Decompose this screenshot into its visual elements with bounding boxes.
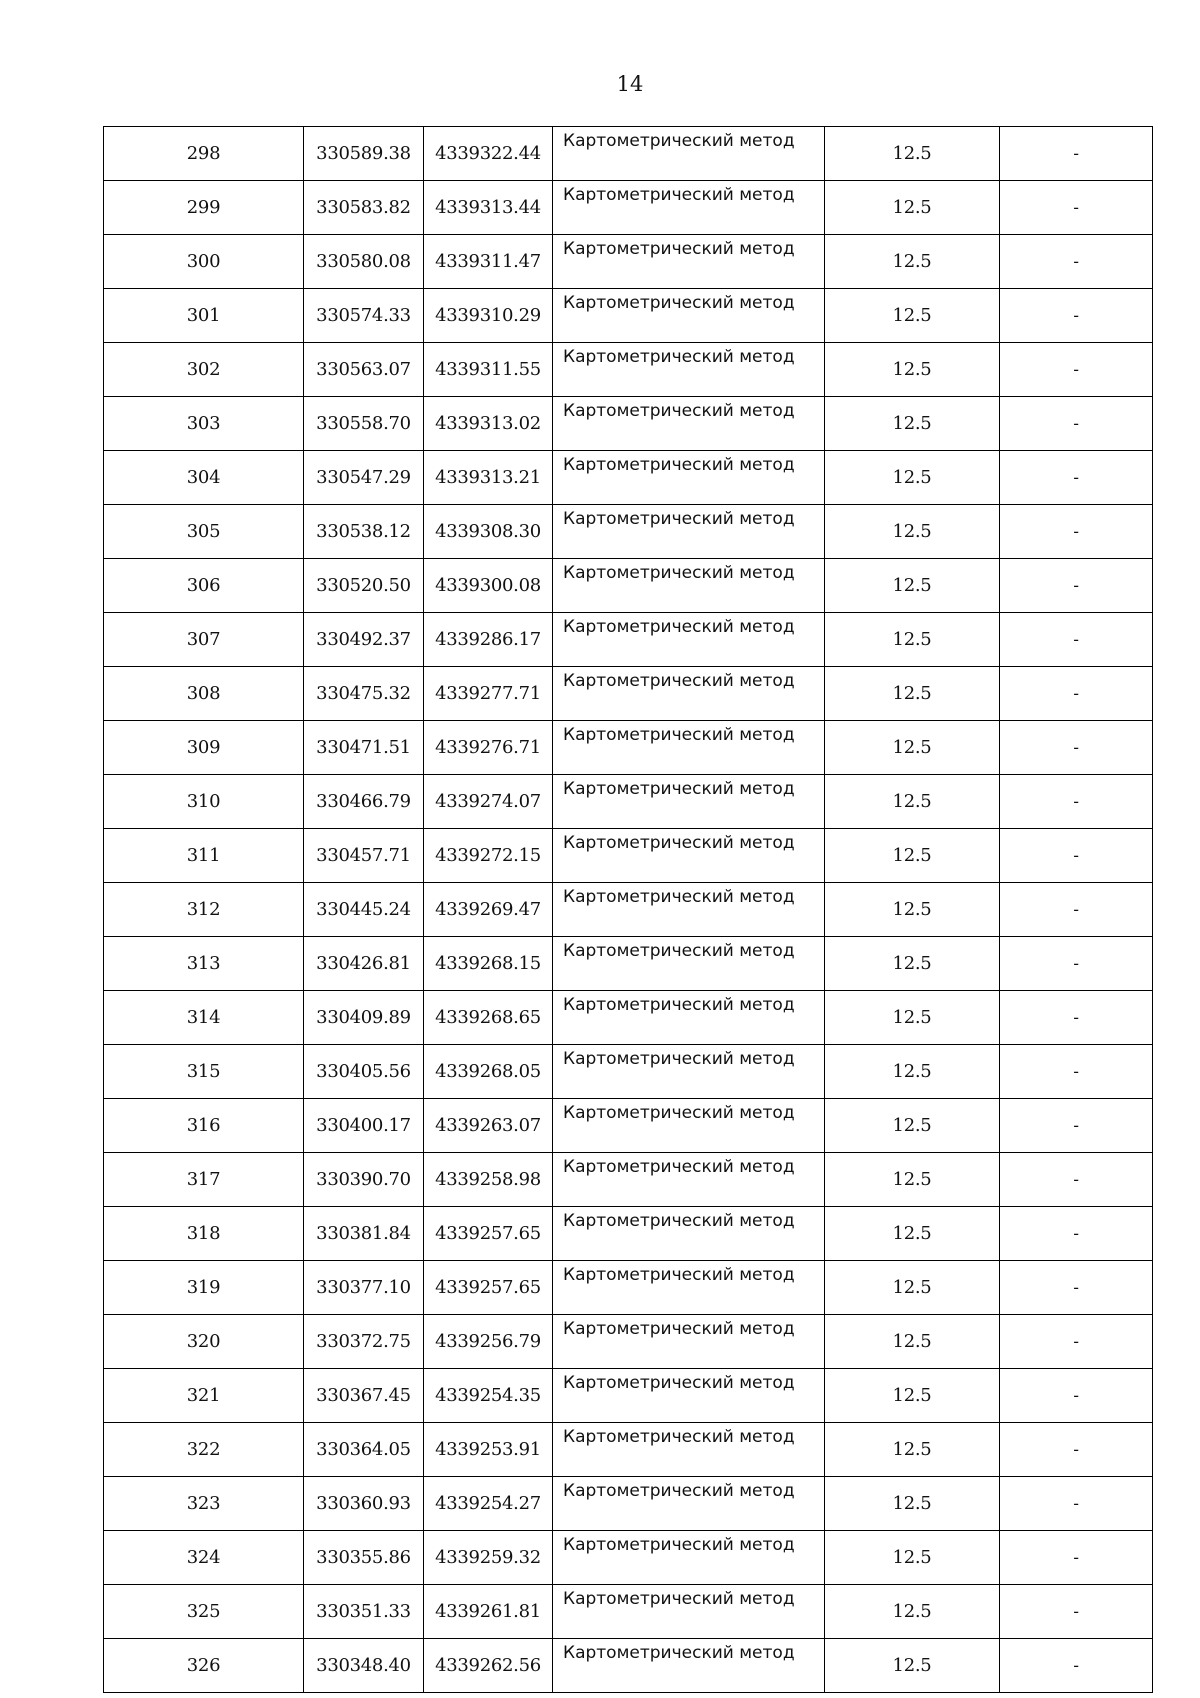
note-cell: - — [1000, 1369, 1153, 1423]
x-coordinate-cell: 330364.05 — [304, 1423, 424, 1477]
table-row — [104, 127, 1153, 181]
note-cell: - — [1000, 397, 1153, 451]
accuracy-cell: 12.5 — [825, 343, 1000, 397]
point-number-cell: 323 — [104, 1477, 304, 1531]
accuracy-cell: 12.5 — [825, 1423, 1000, 1477]
method-cell: Картометрический метод — [553, 1639, 825, 1693]
accuracy-cell: 12.5 — [825, 1099, 1000, 1153]
point-number-cell: 316 — [104, 1099, 304, 1153]
table-row — [104, 829, 1153, 883]
method-cell: Картометрический метод — [553, 721, 825, 775]
method-cell: Картометрический метод — [553, 451, 825, 505]
method-cell: Картометрический метод — [553, 1585, 825, 1639]
y-coordinate-cell: 4339311.47 — [424, 235, 553, 289]
x-coordinate-cell: 330355.86 — [304, 1531, 424, 1585]
note-cell: - — [1000, 937, 1153, 991]
point-number-cell: 305 — [104, 505, 304, 559]
note-cell: - — [1000, 1261, 1153, 1315]
x-coordinate-cell: 330445.24 — [304, 883, 424, 937]
method-cell: Картометрический метод — [553, 1531, 825, 1585]
note-cell: - — [1000, 181, 1153, 235]
x-coordinate-cell: 330409.89 — [304, 991, 424, 1045]
accuracy-cell: 12.5 — [825, 775, 1000, 829]
accuracy-cell: 12.5 — [825, 559, 1000, 613]
accuracy-cell: 12.5 — [825, 1261, 1000, 1315]
page-number: 14 — [616, 72, 644, 96]
accuracy-cell: 12.5 — [825, 937, 1000, 991]
note-cell: - — [1000, 343, 1153, 397]
accuracy-cell: 12.5 — [825, 991, 1000, 1045]
note-cell: - — [1000, 1315, 1153, 1369]
note-cell: - — [1000, 1045, 1153, 1099]
note-cell: - — [1000, 1477, 1153, 1531]
note-cell: - — [1000, 1099, 1153, 1153]
x-coordinate-cell: 330471.51 — [304, 721, 424, 775]
coordinates-table-body — [104, 127, 1153, 1693]
y-coordinate-cell: 4339263.07 — [424, 1099, 553, 1153]
y-coordinate-cell: 4339261.81 — [424, 1585, 553, 1639]
y-coordinate-cell: 4339277.71 — [424, 667, 553, 721]
point-number-cell: 313 — [104, 937, 304, 991]
x-coordinate-cell: 330563.07 — [304, 343, 424, 397]
method-cell: Картометрический метод — [553, 1369, 825, 1423]
accuracy-cell: 12.5 — [825, 289, 1000, 343]
method-cell: Картометрический метод — [553, 883, 825, 937]
point-number-cell: 302 — [104, 343, 304, 397]
method-cell: Картометрический метод — [553, 937, 825, 991]
point-number-cell: 322 — [104, 1423, 304, 1477]
method-cell: Картометрический метод — [553, 991, 825, 1045]
table-row — [104, 775, 1153, 829]
point-number-cell: 298 — [104, 127, 304, 181]
y-coordinate-cell: 4339308.30 — [424, 505, 553, 559]
point-number-cell: 318 — [104, 1207, 304, 1261]
note-cell: - — [1000, 559, 1153, 613]
y-coordinate-cell: 4339313.44 — [424, 181, 553, 235]
note-cell: - — [1000, 613, 1153, 667]
method-cell: Картометрический метод — [553, 505, 825, 559]
x-coordinate-cell: 330558.70 — [304, 397, 424, 451]
x-coordinate-cell: 330492.37 — [304, 613, 424, 667]
x-coordinate-cell: 330405.56 — [304, 1045, 424, 1099]
table-row — [104, 1315, 1153, 1369]
accuracy-cell: 12.5 — [825, 1585, 1000, 1639]
y-coordinate-cell: 4339313.02 — [424, 397, 553, 451]
note-cell: - — [1000, 289, 1153, 343]
accuracy-cell: 12.5 — [825, 1207, 1000, 1261]
point-number-cell: 321 — [104, 1369, 304, 1423]
method-cell: Картометрический метод — [553, 1423, 825, 1477]
x-coordinate-cell: 330390.70 — [304, 1153, 424, 1207]
note-cell: - — [1000, 883, 1153, 937]
y-coordinate-cell: 4339276.71 — [424, 721, 553, 775]
accuracy-cell: 12.5 — [825, 1531, 1000, 1585]
y-coordinate-cell: 4339258.98 — [424, 1153, 553, 1207]
note-cell: - — [1000, 505, 1153, 559]
y-coordinate-cell: 4339254.27 — [424, 1477, 553, 1531]
accuracy-cell: 12.5 — [825, 883, 1000, 937]
note-cell: - — [1000, 1207, 1153, 1261]
x-coordinate-cell: 330583.82 — [304, 181, 424, 235]
x-coordinate-cell: 330574.33 — [304, 289, 424, 343]
method-cell: Картометрический метод — [553, 397, 825, 451]
point-number-cell: 324 — [104, 1531, 304, 1585]
method-cell: Картометрический метод — [553, 1099, 825, 1153]
y-coordinate-cell: 4339272.15 — [424, 829, 553, 883]
y-coordinate-cell: 4339262.56 — [424, 1639, 553, 1693]
y-coordinate-cell: 4339269.47 — [424, 883, 553, 937]
accuracy-cell: 12.5 — [825, 127, 1000, 181]
method-cell: Картометрический метод — [553, 775, 825, 829]
point-number-cell: 312 — [104, 883, 304, 937]
point-number-cell: 299 — [104, 181, 304, 235]
table-row — [104, 1099, 1153, 1153]
x-coordinate-cell: 330547.29 — [304, 451, 424, 505]
method-cell: Картометрический метод — [553, 1045, 825, 1099]
method-cell: Картометрический метод — [553, 289, 825, 343]
table-row — [104, 883, 1153, 937]
x-coordinate-cell: 330520.50 — [304, 559, 424, 613]
note-cell: - — [1000, 1639, 1153, 1693]
note-cell: - — [1000, 451, 1153, 505]
note-cell: - — [1000, 235, 1153, 289]
table-row — [104, 667, 1153, 721]
point-number-cell: 311 — [104, 829, 304, 883]
y-coordinate-cell: 4339322.44 — [424, 127, 553, 181]
accuracy-cell: 12.5 — [825, 1315, 1000, 1369]
table-row — [104, 1207, 1153, 1261]
y-coordinate-cell: 4339313.21 — [424, 451, 553, 505]
table-row — [104, 1639, 1153, 1693]
x-coordinate-cell: 330580.08 — [304, 235, 424, 289]
table-row — [104, 1153, 1153, 1207]
note-cell: - — [1000, 775, 1153, 829]
point-number-cell: 325 — [104, 1585, 304, 1639]
table-row — [104, 451, 1153, 505]
accuracy-cell: 12.5 — [825, 1045, 1000, 1099]
y-coordinate-cell: 4339268.65 — [424, 991, 553, 1045]
method-cell: Картометрический метод — [553, 127, 825, 181]
table-row — [104, 721, 1153, 775]
table-row — [104, 505, 1153, 559]
y-coordinate-cell: 4339257.65 — [424, 1261, 553, 1315]
x-coordinate-cell: 330372.75 — [304, 1315, 424, 1369]
note-cell: - — [1000, 991, 1153, 1045]
point-number-cell: 301 — [104, 289, 304, 343]
accuracy-cell: 12.5 — [825, 613, 1000, 667]
method-cell: Картометрический метод — [553, 559, 825, 613]
note-cell: - — [1000, 667, 1153, 721]
note-cell: - — [1000, 1531, 1153, 1585]
point-number-cell: 304 — [104, 451, 304, 505]
point-number-cell: 320 — [104, 1315, 304, 1369]
table-row — [104, 1531, 1153, 1585]
method-cell: Картометрический метод — [553, 343, 825, 397]
point-number-cell: 309 — [104, 721, 304, 775]
table-row — [104, 1423, 1153, 1477]
x-coordinate-cell: 330360.93 — [304, 1477, 424, 1531]
method-cell: Картометрический метод — [553, 235, 825, 289]
x-coordinate-cell: 330348.40 — [304, 1639, 424, 1693]
accuracy-cell: 12.5 — [825, 1369, 1000, 1423]
point-number-cell: 307 — [104, 613, 304, 667]
point-number-cell: 319 — [104, 1261, 304, 1315]
point-number-cell: 306 — [104, 559, 304, 613]
accuracy-cell: 12.5 — [825, 1477, 1000, 1531]
table-row — [104, 613, 1153, 667]
method-cell: Картометрический метод — [553, 181, 825, 235]
table-row — [104, 181, 1153, 235]
y-coordinate-cell: 4339259.32 — [424, 1531, 553, 1585]
method-cell: Картометрический метод — [553, 1261, 825, 1315]
note-cell: - — [1000, 127, 1153, 181]
x-coordinate-cell: 330400.17 — [304, 1099, 424, 1153]
accuracy-cell: 12.5 — [825, 235, 1000, 289]
note-cell: - — [1000, 1585, 1153, 1639]
x-coordinate-cell: 330466.79 — [304, 775, 424, 829]
method-cell: Картометрический метод — [553, 829, 825, 883]
table-row — [104, 1369, 1153, 1423]
method-cell: Картометрический метод — [553, 1477, 825, 1531]
accuracy-cell: 12.5 — [825, 667, 1000, 721]
table-row — [104, 937, 1153, 991]
note-cell: - — [1000, 1153, 1153, 1207]
point-number-cell: 303 — [104, 397, 304, 451]
note-cell: - — [1000, 1423, 1153, 1477]
note-cell: - — [1000, 721, 1153, 775]
point-number-cell: 308 — [104, 667, 304, 721]
table-row — [104, 1261, 1153, 1315]
note-cell: - — [1000, 829, 1153, 883]
y-coordinate-cell: 4339268.15 — [424, 937, 553, 991]
x-coordinate-cell: 330367.45 — [304, 1369, 424, 1423]
table-row — [104, 1477, 1153, 1531]
point-number-cell: 326 — [104, 1639, 304, 1693]
y-coordinate-cell: 4339274.07 — [424, 775, 553, 829]
accuracy-cell: 12.5 — [825, 505, 1000, 559]
x-coordinate-cell: 330381.84 — [304, 1207, 424, 1261]
y-coordinate-cell: 4339311.55 — [424, 343, 553, 397]
y-coordinate-cell: 4339256.79 — [424, 1315, 553, 1369]
accuracy-cell: 12.5 — [825, 1639, 1000, 1693]
accuracy-cell: 12.5 — [825, 451, 1000, 505]
point-number-cell: 317 — [104, 1153, 304, 1207]
x-coordinate-cell: 330589.38 — [304, 127, 424, 181]
x-coordinate-cell: 330457.71 — [304, 829, 424, 883]
x-coordinate-cell: 330377.10 — [304, 1261, 424, 1315]
point-number-cell: 314 — [104, 991, 304, 1045]
accuracy-cell: 12.5 — [825, 181, 1000, 235]
method-cell: Картометрический метод — [553, 613, 825, 667]
table-row — [104, 991, 1153, 1045]
y-coordinate-cell: 4339257.65 — [424, 1207, 553, 1261]
table-row — [104, 397, 1153, 451]
y-coordinate-cell: 4339300.08 — [424, 559, 553, 613]
y-coordinate-cell: 4339310.29 — [424, 289, 553, 343]
y-coordinate-cell: 4339253.91 — [424, 1423, 553, 1477]
table-row — [104, 289, 1153, 343]
y-coordinate-cell: 4339286.17 — [424, 613, 553, 667]
point-number-cell: 300 — [104, 235, 304, 289]
table-row — [104, 559, 1153, 613]
accuracy-cell: 12.5 — [825, 829, 1000, 883]
point-number-cell: 310 — [104, 775, 304, 829]
accuracy-cell: 12.5 — [825, 397, 1000, 451]
table-row — [104, 343, 1153, 397]
method-cell: Картометрический метод — [553, 1207, 825, 1261]
table-row — [104, 1045, 1153, 1099]
method-cell: Картометрический метод — [553, 1153, 825, 1207]
y-coordinate-cell: 4339268.05 — [424, 1045, 553, 1099]
accuracy-cell: 12.5 — [825, 1153, 1000, 1207]
coordinates-table — [103, 126, 1153, 1693]
x-coordinate-cell: 330475.32 — [304, 667, 424, 721]
table-row — [104, 1585, 1153, 1639]
x-coordinate-cell: 330538.12 — [304, 505, 424, 559]
x-coordinate-cell: 330351.33 — [304, 1585, 424, 1639]
method-cell: Картометрический метод — [553, 667, 825, 721]
method-cell: Картометрический метод — [553, 1315, 825, 1369]
y-coordinate-cell: 4339254.35 — [424, 1369, 553, 1423]
point-number-cell: 315 — [104, 1045, 304, 1099]
table-row — [104, 235, 1153, 289]
x-coordinate-cell: 330426.81 — [304, 937, 424, 991]
accuracy-cell: 12.5 — [825, 721, 1000, 775]
